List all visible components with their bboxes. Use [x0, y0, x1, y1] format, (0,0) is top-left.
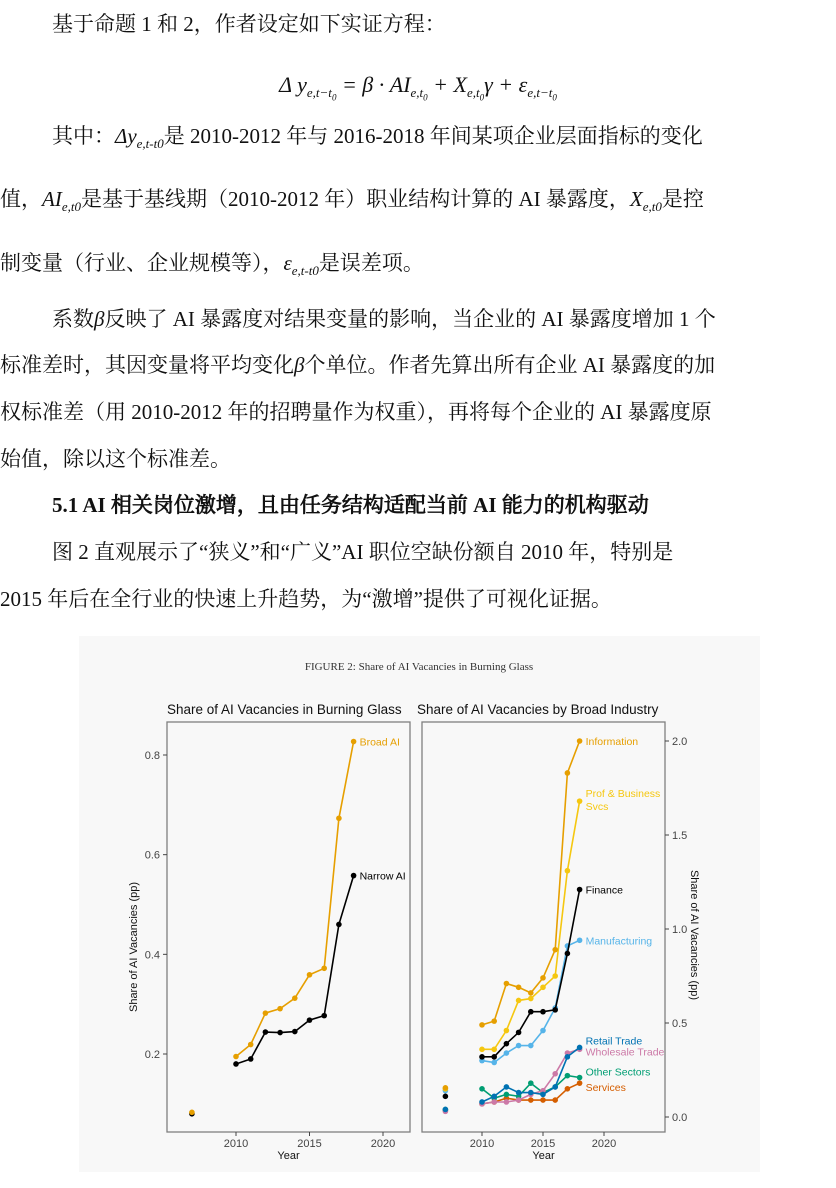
data-point	[540, 975, 546, 981]
data-point	[336, 815, 342, 821]
data-point	[189, 1110, 195, 1116]
series-label: Information	[585, 736, 639, 748]
data-point	[277, 1006, 283, 1012]
coefficient-line-2	[0, 355, 836, 376]
data-point	[504, 1084, 510, 1090]
symbol-delta-y: Δy	[115, 124, 137, 148]
data-point	[491, 1054, 497, 1060]
y-axis-label: Share of AI Vacancies (pp)	[688, 869, 700, 1001]
y-tick-label: 1.0	[672, 924, 688, 936]
series-label: Finance	[585, 884, 623, 897]
text-segment: 始值，除以这个标准差。	[0, 447, 231, 471]
data-point	[565, 1054, 571, 1060]
regression-equation	[0, 72, 836, 103]
data-point	[233, 1061, 239, 1067]
equation-text: Δ $y_{e,t-t_0} = \beta \cdot AI_{e,t_0} + X_{e,t_0}\gamma + \varepsilon_{e,t-t_0}$	[279, 72, 557, 103]
data-point	[491, 1099, 497, 1105]
y-tick-label: 0.4	[144, 949, 160, 962]
y-tick-label: 0.2	[144, 1049, 160, 1061]
data-point	[516, 984, 522, 990]
series-label: Broad AI	[359, 736, 400, 749]
y-tick-label: 2.0	[672, 736, 688, 748]
text-segment: 个单位。作者先算出所有企业 AI 暴露度的加	[304, 353, 716, 377]
data-point	[540, 1092, 546, 1098]
data-point	[516, 1043, 522, 1049]
data-point	[552, 973, 558, 979]
data-point	[540, 1028, 546, 1034]
data-point	[263, 1029, 269, 1035]
data-point	[528, 1080, 534, 1086]
symbol-ai: AI	[42, 187, 62, 211]
series-label: Services	[585, 1082, 626, 1095]
symbol-beta: β	[294, 353, 305, 377]
x-tick-label: 2015	[297, 1138, 322, 1150]
text-segment: 系数	[52, 307, 94, 331]
text-segment: 值，	[0, 187, 42, 211]
definition-line-1	[0, 126, 836, 154]
data-point	[540, 984, 546, 990]
y-axis-label: Share of AI Vacancies (pp)	[128, 881, 140, 1013]
figure-intro-line-2	[0, 589, 836, 610]
subscript: e,t0	[61, 199, 81, 215]
data-point	[292, 995, 298, 1001]
data-point	[552, 1097, 558, 1103]
data-point	[552, 1071, 558, 1077]
series-label: Prof & Business Svcs	[585, 788, 661, 814]
data-point	[479, 1047, 485, 1053]
data-point	[540, 1009, 546, 1015]
series-label: Narrow AI	[359, 870, 406, 883]
data-point	[479, 1099, 485, 1105]
text-segment: 是误差项。	[318, 251, 424, 275]
data-point	[491, 1047, 497, 1053]
data-point	[528, 1043, 534, 1049]
figure-intro-line-1	[0, 542, 836, 563]
y-tick-label: 1.5	[672, 830, 688, 842]
text-segment: 制变量（行业、企业规模等），	[0, 251, 284, 275]
data-point	[577, 887, 583, 893]
data-point	[565, 1073, 571, 1079]
data-point	[336, 922, 342, 928]
data-point	[443, 1107, 449, 1113]
data-point	[577, 738, 583, 744]
coefficient-line-1	[0, 309, 836, 330]
x-axis-label: Year	[277, 1150, 300, 1162]
y-tick-label: 0.5	[672, 1018, 688, 1030]
data-point	[321, 1013, 327, 1019]
data-point	[565, 951, 571, 957]
data-point	[516, 1030, 522, 1036]
data-point	[263, 1010, 269, 1016]
subscript: e,t-t0	[136, 136, 164, 152]
data-point	[516, 998, 522, 1004]
x-tick-label: 2010	[223, 1138, 249, 1150]
data-point	[479, 1022, 485, 1028]
data-point	[479, 1054, 485, 1060]
data-point	[577, 1045, 583, 1051]
data-point	[565, 868, 571, 874]
series-label: Wholesale Trade	[585, 1046, 665, 1059]
data-point	[321, 965, 327, 971]
x-tick-label: 2015	[530, 1138, 556, 1150]
data-point	[277, 1030, 283, 1036]
data-point	[491, 1094, 497, 1100]
data-point	[552, 1084, 558, 1090]
data-point	[528, 1009, 534, 1015]
data-point	[248, 1056, 254, 1062]
subscript: e,t0	[642, 199, 662, 215]
series-label: Other Sectors	[585, 1066, 651, 1079]
figure-canvas	[79, 636, 760, 1172]
data-point	[565, 1086, 571, 1092]
symbol-beta: β	[94, 307, 105, 331]
intro-text: 基于命题 1 和 2，作者设定如下实证方程：	[52, 12, 446, 36]
heading-text: 5.1 AI 相关岗位激增，且由任务结构适配当前 AI 能力的机构驱动	[52, 493, 649, 517]
coefficient-line-4	[0, 449, 836, 470]
panel-by-industry	[417, 702, 700, 1162]
data-point	[307, 1017, 313, 1023]
data-point	[577, 1075, 583, 1081]
data-point	[443, 1085, 449, 1091]
panel-title: Share of AI Vacancies by Broad Industry	[417, 702, 659, 717]
data-point	[528, 990, 534, 996]
data-point	[504, 1092, 510, 1098]
subscript: e,t-t0	[291, 263, 319, 279]
data-point	[528, 996, 534, 1002]
data-point	[351, 873, 357, 879]
data-point	[577, 937, 583, 943]
series-label: Retail Trade	[585, 1035, 643, 1048]
definition-line-2	[0, 189, 836, 217]
text-segment: 其中：	[52, 124, 115, 148]
x-tick-label: 2010	[469, 1138, 495, 1150]
data-point	[443, 1094, 449, 1100]
data-point	[248, 1042, 254, 1048]
data-point	[565, 770, 571, 776]
data-point	[504, 981, 510, 987]
data-point	[516, 1090, 522, 1096]
data-point	[577, 1080, 583, 1086]
figure-caption: FIGURE 2: Share of AI Vacancies in Burning Glass	[304, 661, 534, 673]
text-segment: 反映了 AI 暴露度对结果变量的影响，当企业的 AI 暴露度增加 1 个	[104, 307, 716, 331]
data-point	[516, 1097, 522, 1103]
definition-line-3	[0, 253, 836, 281]
data-point	[307, 972, 313, 978]
plot-frame	[167, 722, 410, 1132]
data-point	[491, 1018, 497, 1024]
data-point	[292, 1029, 298, 1035]
data-point	[552, 947, 558, 953]
intro-paragraph	[0, 14, 836, 35]
data-point	[504, 1099, 510, 1105]
text-segment: 标准差时，其因变量将平均变化	[0, 353, 294, 377]
y-tick-label: 0.8	[144, 750, 160, 762]
text-segment: 权标准差（用 2010-2012 年的招聘量作为权重），再将每个企业的 AI 暴露度原	[0, 400, 712, 424]
text-segment: 图 2 直观展示了“狭义”和“广义”AI 职位空缺份额自 2010 年，特别是	[52, 540, 674, 564]
y-tick-label: 0.6	[144, 849, 160, 862]
panel-title: Share of AI Vacancies in Burning Glass	[167, 702, 402, 717]
data-point	[233, 1054, 239, 1060]
x-axis-label: Year	[532, 1150, 555, 1162]
data-point	[504, 1041, 510, 1047]
data-point	[540, 1097, 546, 1103]
text-segment: 是基于基线期（2010-2012 年）职业结构计算的 AI 暴露度，	[80, 187, 630, 211]
y-tick-label: 0.0	[672, 1112, 688, 1124]
text-segment: 是控	[661, 187, 704, 211]
series-label: Manufacturing	[585, 935, 653, 948]
data-point	[351, 739, 357, 745]
panel-overall-share	[128, 702, 410, 1162]
symbol-epsilon: ε	[283, 251, 292, 275]
data-point	[577, 798, 583, 804]
text-segment: 是 2010-2012 年与 2016-2018 年间某项企业层面指标的变化	[163, 124, 703, 148]
data-point	[528, 1090, 534, 1096]
figure-2	[79, 636, 760, 1172]
text-segment: 2015 年后在全行业的快速上升趋势，为“激增”提供了可视化证据。	[0, 587, 612, 611]
data-point	[479, 1086, 485, 1092]
x-tick-label: 2020	[591, 1138, 617, 1150]
symbol-x: X	[629, 187, 643, 211]
section-heading	[0, 495, 836, 516]
data-point	[504, 1028, 510, 1034]
data-point	[552, 1007, 558, 1013]
data-point	[504, 1050, 510, 1056]
data-point	[528, 1097, 534, 1103]
x-tick-label: 2020	[370, 1138, 396, 1150]
data-point	[491, 1060, 497, 1066]
coefficient-line-3	[0, 402, 836, 423]
